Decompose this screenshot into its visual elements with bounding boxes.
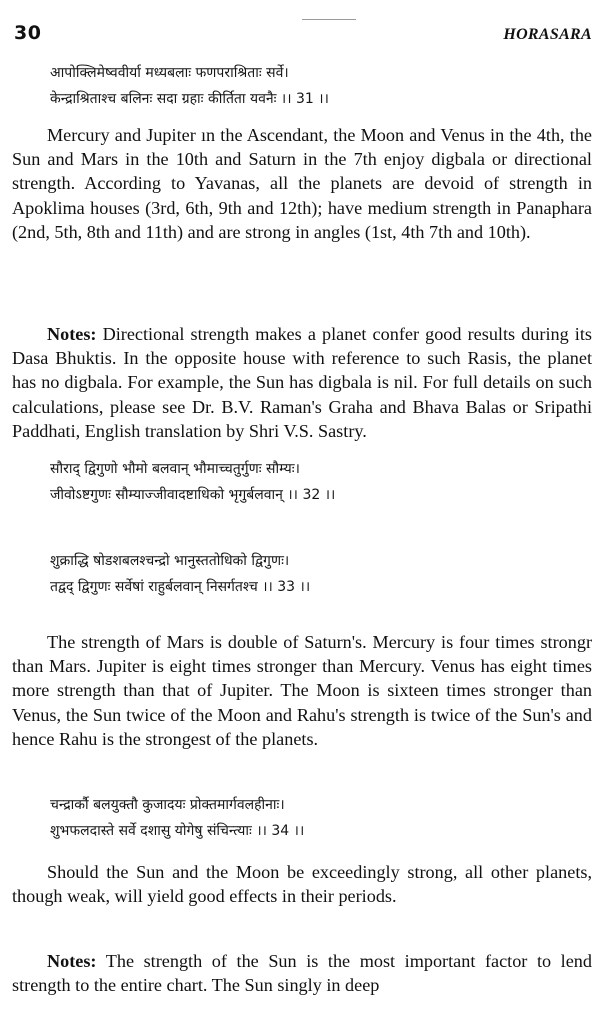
verse-line: शुभफलदास्ते सर्वे दशासु योगेषु संचिन्त्याः ।। 34 ।। — [50, 823, 305, 839]
verse-line: जीवोऽष्टगुणः सौम्याज्जीवादष्टाधिको भृगुर्बलवान् ।। 32 ।। — [50, 487, 336, 503]
paragraph-planet-strengths — [12, 630, 592, 751]
paragraph-text: Should the Sun and the Moon be exceedingly strong, all other planets, though weak, will yield good effects in their periods. — [12, 862, 592, 907]
verse-line: शुक्राद्धि षोडशबलश्चन्द्रो भानुस्ततोधिको द्विगुणः। — [50, 553, 290, 569]
paragraph-text: Mercury and Jupiter ın the Ascendant, the Moon and Venus in the 4th, the Sun and Mars in the 10th and Saturn in the 7th enjoy digbala or directional strength. According to Yavanas, all the planets are devoid of strength in Apoklima houses (3rd, 6th, 9th and 12th); have medium strength in Panaphara (2nd, 5th, 8th and 11th) and are strong in angles (1st, 4th 7th and 10th). — [12, 125, 592, 242]
sanskrit-verse-34 — [50, 792, 304, 844]
notes-label: Notes: — [47, 324, 97, 344]
sanskrit-verse-32 — [50, 456, 335, 508]
verse-line: सौराद् द्विगुणो भौमो बलवान् भौमाच्चतुर्गुणः सौम्यः। — [50, 461, 300, 477]
paragraph-directional-strength — [12, 123, 592, 244]
notes-label: Notes: — [47, 951, 97, 971]
notes-directional-strength — [12, 322, 592, 443]
verse-line: केन्द्राश्रिताश्च बलिनः सदा ग्रहाः कीर्तिता यवनैः ।। 31 ।। — [50, 91, 329, 107]
running-title: HORASARA — [503, 26, 592, 43]
verse-line: चन्द्रार्कौ बलयुक्तौ कुजादयः प्रोक्तमार्गवलहीनाः। — [50, 797, 285, 813]
notes-text: The strength of the Sun is the most important factor to lend strength to the entire chart. The Sun singly in deep — [12, 951, 592, 996]
notes-text: Directional strength makes a planet confer good results during its Dasa Bhuktis. In the opposite house with reference to such Rasis, the planet has no digbala. For example, the Sun has digbala is nil. For full details on such calculations, please see Dr. B.V. Raman's Graha and Bhava Balas or Sripathi Paddhati, English translation by Shri V.S. Sastry. — [12, 324, 592, 441]
paragraph-text: The strength of Mars is double of Saturn's. Mercury is four times strongr than Mars. Jupiter is eight times stronger than Mercury. Venus has eight times more strength than that of Jupiter. The Moon is sixteen times stronger than Venus, the Sun twice of the Moon and Rahu's strength is twice of the Sun's and hence Rahu is the strongest of the planets. — [12, 632, 592, 749]
sanskrit-verse-33 — [50, 548, 310, 600]
paragraph-sun-moon-strong — [12, 860, 592, 908]
page-header — [14, 22, 592, 48]
top-rule-divider — [302, 19, 356, 20]
verse-line: तद्वद् द्विगुणः सर्वेषां राहुर्बलवान् निसर्गतश्च ।। 33 ।। — [50, 579, 311, 595]
verse-line: आपोक्लिमेष्ववीर्या मध्यबलाः फणपराश्रिताः सर्वे। — [50, 65, 289, 81]
sanskrit-verse-31 — [50, 60, 329, 112]
notes-sun-strength — [12, 949, 592, 997]
page-number: 30 — [14, 22, 42, 44]
